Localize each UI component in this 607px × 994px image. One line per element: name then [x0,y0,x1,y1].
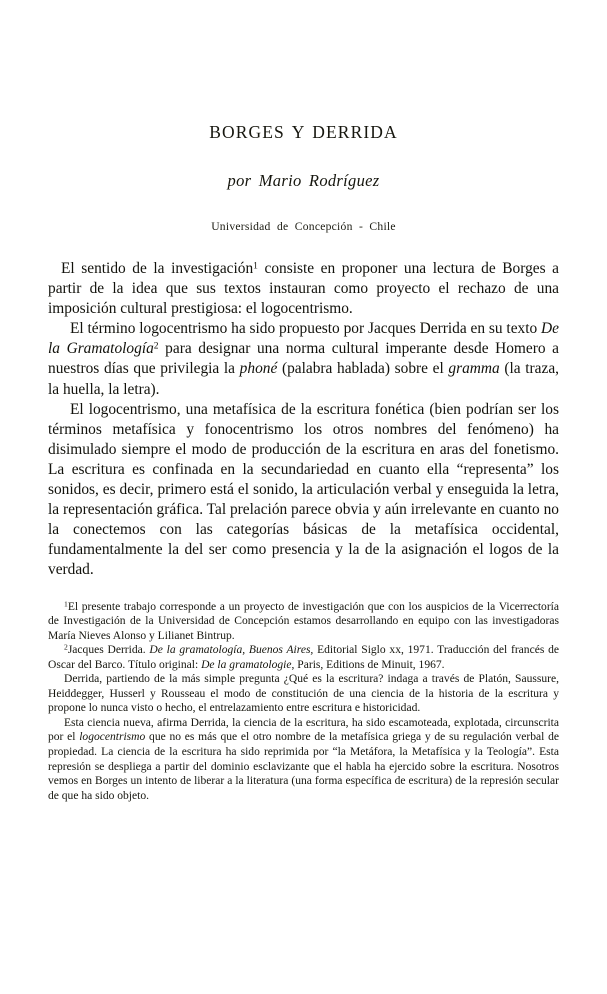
footnote-1 [48,600,559,644]
paragraph-2-segment-4: (la traza, la huella, la letra). [48,360,560,398]
footnote-1-text: El presente trabajo corresponde a un proyecto de investigación que con los auspicios de la Vicerrectoría de Investigación de la Universidad de Concepción estamos desarrollando en equipo con las investigadoras María Nieves Alonso y Lilianet Bintrup. [48,600,559,642]
term-phone: phoné [239,360,278,378]
masthead [48,0,559,233]
term-logocentrismo: logocentrismo [79,731,146,744]
footnote-4 [48,716,559,803]
footnote-4-segment-2: que no es más que el otro nombre de la metafísica griega y de su regulación verbal de propiedad. La ciencia de la escritura ha sido reprimida por “la Metáfora, la Metafísica y la Teología”. Esta represión se despliega a partir del dominio esclavizante que el habla ha ejercido sobre la escritura. Nosotros vemos en Borges un intento de liberar a la literatura (una forma específica de escritura) de la represión secular de que ha sido objeto. [48,731,559,802]
paragraph-2-segment-3: (palabra hablada) sobre el [277,360,449,378]
paragraph-1-segment-2: consiste en proponer una lectura de Borges a partir de la idea que sus textos instauran como proyecto el rechazo de una imposición cultural prestigiosa: el logocentrismo. [48,260,559,318]
footnote-reference-1[interactable]: 1 [253,260,258,272]
footnote-2-segment-1: Jacques Derrida. [67,644,150,657]
footnote-2-segment-3: , Paris, Editions de Minuit, 1967. [291,658,445,671]
paragraph-2-segment-1: El término logocentrismo ha sido propuesto por Jacques Derrida en su texto [70,320,542,338]
footnote-2-italic-title-2: De la gramatologie [201,658,292,671]
footnote-4-segment-1: Esta ciencia nueva, afirma Derrida, la ciencia de la escritura, ha sido escamoteada, explotada, circunscrita por el [48,716,559,744]
footnote-2-marker: 2 [64,642,68,652]
body-paragraph-2 [48,319,559,399]
work-title-gramatologia: De la Gramatología [48,320,559,358]
footnote-1-marker: 1 [64,599,68,609]
footnote-2-italic-title-1: De la gramatología, Buenos Aires, [149,644,314,657]
footnotes-section [48,600,559,804]
body-paragraph-3: El logocentrismo, una metafísica de la escritura fonética (bien podrían ser los términos metafísica y fonocentrismo los otros nombres del fenómeno) ha disimulado siempre el modo de producción de la escritura en aras del fonetismo. La escritura es confinada en la secundariedad en cuanto ella “representa” los sonidos, es decir, primero está el sonido, la articulación verbal y enseguida la letra, la representación gráfica. Tal prelación parece obvia y aún irrelevante en cuanto no la conectemos con las categorías básicas de la metafísica occidental, fundamentalmente la del ser como presencia y la de la asignación el logos de la verdad. [48,400,559,579]
paragraph-2-segment-2: para designar una norma cultural imperante desde Homero a nuestros días que privilegia la [48,340,559,378]
body-paragraph-1 [48,259,559,319]
footnote-2 [48,643,559,672]
page-title: BORGES Y DERRIDA [209,122,398,142]
author-affiliation: Universidad de Concepción - Chile [211,220,396,233]
term-gramma: gramma [448,360,500,378]
footnote-3: Derrida, partiendo de la más simple pregunta ¿Qué es la escritura? indaga a través de Platón, Saussure, Heiddegger, Husserl y Rousseau el modo de constitución de una ciencia de la historia de la escritura y propone lo nunca visto o hecho, el entrelazamiento entre escritura e historicidad. [48,673,559,715]
footnote-reference-2[interactable]: 2 [153,341,159,353]
footnote-2-segment-2: Editorial Siglo xx, 1971. Traducción del francés de Oscar del Barco. Título original: [48,644,559,671]
body-text [48,259,559,581]
page-content [48,0,559,803]
paragraph-1-segment-1: El sentido de la investigación [61,260,254,277]
author-byline: por Mario Rodríguez [227,171,380,190]
